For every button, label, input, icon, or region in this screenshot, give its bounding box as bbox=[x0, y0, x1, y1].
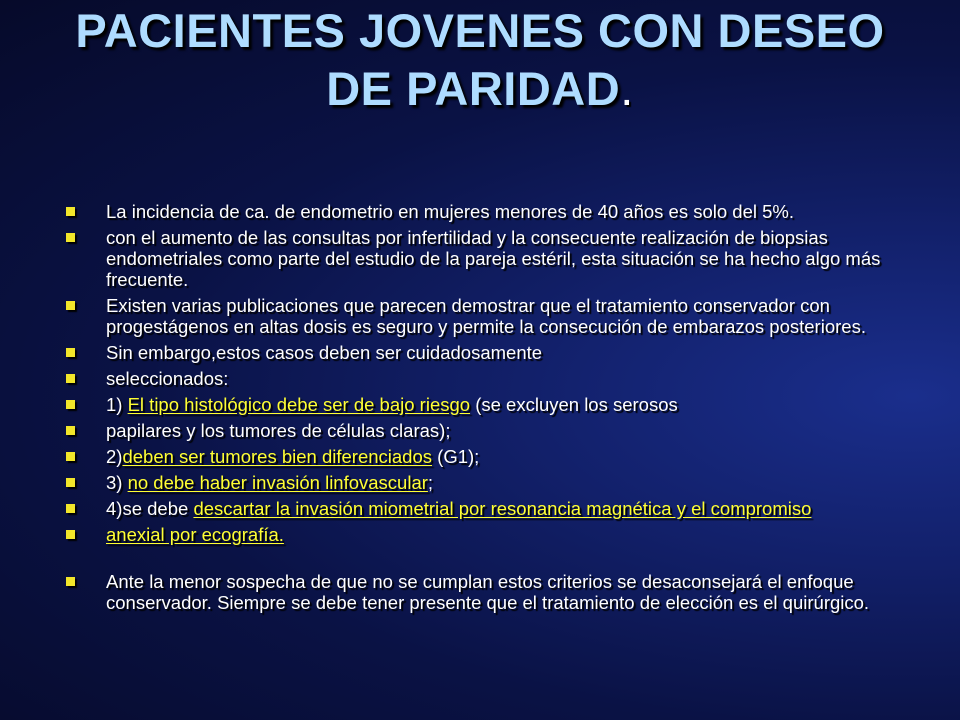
square-bullet-icon bbox=[66, 478, 75, 487]
square-bullet-icon bbox=[66, 530, 75, 539]
bullet-item bbox=[66, 394, 936, 415]
bullet-text: con el aumento de las consultas por infertilidad y la consecuente realización de biopsias endometriales como parte del estudio de la pareja estéril, esta situación se ha hecho algo más frecuente. bbox=[106, 227, 881, 290]
bullet-text: 1) bbox=[106, 394, 128, 415]
slide-title-text: PACIENTES JOVENES CON DESEO DE PARIDAD bbox=[75, 4, 885, 115]
square-bullet-icon bbox=[66, 301, 75, 310]
bullet-text: Ante la menor sospecha de que no se cumplan estos criterios se desaconsejará el enfoque conservador. Siempre se debe tener presente que el tratamiento de elección es el quirúrgico. bbox=[106, 571, 870, 613]
bullet-item bbox=[66, 201, 936, 222]
bullet-item bbox=[66, 472, 936, 493]
bullet-item bbox=[66, 498, 936, 519]
bullet-text: Existen varias publicaciones que parecen demostrar que el tratamiento conservador con progestágenos en altas dosis es seguro y permite la consecución de embarazos posteriores. bbox=[106, 295, 866, 337]
square-bullet-icon bbox=[66, 426, 75, 435]
highlighted-text: descartar la invasión miometrial por resonancia magnética y el compromiso bbox=[193, 498, 812, 519]
bullet-item bbox=[66, 295, 936, 337]
bullet-item bbox=[66, 524, 936, 545]
bullet-text: papilares y los tumores de células claras); bbox=[106, 420, 451, 441]
bullet-item bbox=[66, 368, 936, 389]
bullet-item bbox=[66, 342, 936, 363]
square-bullet-icon bbox=[66, 577, 75, 586]
bullet-item bbox=[66, 446, 936, 467]
bullet-text: La incidencia de ca. de endometrio en mujeres menores de 40 años es solo del 5%. bbox=[106, 201, 795, 222]
bullet-item bbox=[66, 227, 936, 290]
highlighted-text: anexial por ecografía. bbox=[106, 524, 284, 545]
bullet-item bbox=[66, 420, 936, 441]
highlighted-text: El tipo histológico debe ser de bajo riesgo bbox=[127, 394, 471, 415]
square-bullet-icon bbox=[66, 348, 75, 357]
square-bullet-icon bbox=[66, 207, 75, 216]
slide-title bbox=[40, 2, 920, 118]
square-bullet-icon bbox=[66, 233, 75, 242]
bullet-list bbox=[66, 201, 936, 618]
square-bullet-icon bbox=[66, 452, 75, 461]
bullet-item bbox=[66, 571, 936, 613]
bullet-text: (G1); bbox=[432, 446, 480, 467]
bullet-text: (se excluyen los serosos bbox=[470, 394, 678, 415]
square-bullet-icon bbox=[66, 374, 75, 383]
highlighted-text: no debe haber invasión linfovascular bbox=[127, 472, 428, 493]
bullet-text: Sin embargo,estos casos deben ser cuidadosamente bbox=[106, 342, 543, 363]
bullet-text: 2) bbox=[106, 446, 123, 467]
bullet-text: 4)se debe bbox=[106, 498, 194, 519]
slide-title-dot: . bbox=[620, 62, 634, 115]
square-bullet-icon bbox=[66, 504, 75, 513]
bullet-text: ; bbox=[427, 472, 434, 493]
highlighted-text: deben ser tumores bien diferenciados bbox=[122, 446, 433, 467]
square-bullet-icon bbox=[66, 400, 75, 409]
bullet-text: 3) bbox=[106, 472, 128, 493]
bullet-text: seleccionados: bbox=[106, 368, 229, 389]
